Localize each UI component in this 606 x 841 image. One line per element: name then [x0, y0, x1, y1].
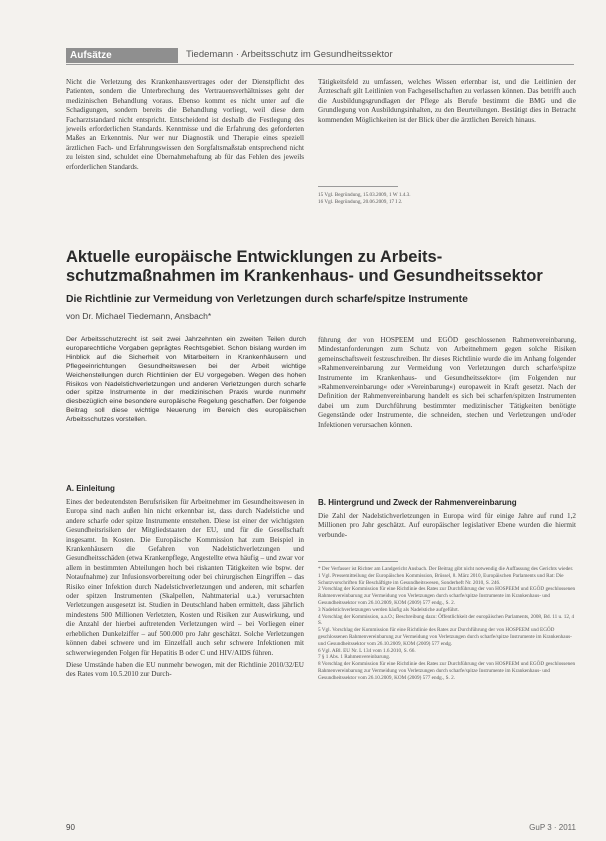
article-title: Aktuelle europäische Entwicklungen zu Arbeits-schutzmaßnahmen im Krankenhaus- und Gesundheitssektor [66, 248, 543, 285]
footnote: 4 Vorschlag der Kommission, a.a.O.; Beschreibung dazu: Öffentlichkeit der europäischen Parlaments, 2008, Bd. 11 u. 12, 4 S. [318, 613, 575, 627]
footnote: 8 Vorschlag der Kommission für eine Richtlinie des Rates zur Durchführung der von HOSPEEM und EGÖD geschlossenen Rahmenvereinbarung zur Vermeidung von Verletzungen durch scharfe/spitze Instrumente im Krankenhaus- und Gesundheitssektor vom 26.10.2009, KOM (2009) 577 endg., S. 2. [318, 661, 576, 681]
page-header [66, 48, 574, 65]
top-left-column [66, 78, 304, 175]
section-a-closing: Diese Umstände haben die EU nunmehr bewogen, mit der Richtlinie 2010/32/EU des Rates vom 10.5.2010 zur Durch- [66, 660, 304, 679]
footnote: * Der Verfasser ist Richter am Landgericht Ansbach. Der Beitrag gibt nicht notwendig die Auffassung des Gerichts wieder. [318, 566, 574, 572]
journal-issue: GuP 3 · 2011 [529, 823, 576, 832]
top-left-paragraph: Nicht die Verletzung des Krankenhausvertrages oder der Dienstpflicht des Patienten, sondern die Unterbrechung des Vertrauensverhältnisses geht der medizinischen Behandlung voraus. Ebenso kommt es nicht unter auf die Schadigungen, sondern bereits die Behandlung vorliegt, weil diese dem Facharztstandard nicht entspricht. Entscheidend ist deshalb die Festlegung des jeweils erforderlichen Standards. Kenntnisse und die Erfahrung des geforderten Maßes an Erkenntnis. Nur wer nur Diagnostik und Therapie eines speziell ärztlichen Fach- und Erfahrungswissen den Sorgfaltsmaßstab entsprechend nicht zu leisten sind, schuldet eine Übernahmehaftung ab für das Fehlen des jeweils erforderlichen Standards. [66, 78, 304, 171]
abstract: Der Arbeitsschutzrecht ist seit zwei Jahrzehnten ein zweiten Teilen durch europarechtliche Vorgaben geprägtes Rechtsgebiet. Schon bislang wurden im Hinblick auf die Sicherheit von Mitarbeitern in Krankenhäusern und Pflegeeinrichtungen Gesundheitswesen bei der Arbeit wichtige Weichenstellungen durch Richtlinien der EU vorgegeben. Wegen des hohen Risikos von Nadelstichverletzungen und anderen Verletzungen durch scharfe oder spitze Instrumente in der medizinischen Praxis wurde nunmehr diesbezüglich eine besondere europäische Regelung geschaffen. Der folgende Beitrag soll diese wichtige Neuerung im Bereich des europäischen Arbeitsschutzes vorstellen. [66, 336, 306, 424]
footnote: 2 Vorschlag der Kommission für eine Richtlinie des Rates zur Durchführung der von HOSPEEM und EGÖD geschlossenen Rahmenvereinbarung zur Vermeidung von Verletzungen durch scharfe/spitze Instrumente im Krankenhaus- und Gesundheitssektor vom 26.10.2009, KOM (2009) 577 endg., S. 2. [318, 586, 576, 606]
footnote-rule [318, 561, 398, 562]
top-right-column [318, 78, 576, 128]
footnotes [318, 566, 576, 682]
top-footnotes [318, 192, 576, 206]
section-heading: B. Hintergrund und Zweck der Rahmenvereinbarung [318, 498, 517, 507]
footnote: 3 Nadelstichverletzungen werden häufig als Nadelstiche aufgeführt. [318, 606, 460, 613]
section-a [66, 484, 304, 683]
footnote: 7 § 1 Abs. 1 Rahmenvereinbarung. [318, 654, 391, 661]
right-intro: führung der von HOSPEEM und EGÖD geschlossenen Rahmenvereinbarung, Mindestanforderungen zum Schutz von Arbeitnehmern gegen solche Risiken gemeinschaftsweit festzuschreiben. Ihr dieses Richtlinie wurde die im Anhang folgender »Rahmenvereinbarung zur Vermeidung von Verletzungen durch scharfe/spitze Instrumente im Krankenhaus- und Gesundheitssektor« (im Folgenden nur »Rahmenvereinbarung« oder »Vereinbarung«) europaweit in Kraft gesetzt. Nach der Definition der Rahmenvereinbarung handelt es sich bei scharfen/spitzen Instrumenten dabei um zum Durchführung bestimmter medizinischer Tätigkeiten benötigte Gegenstände oder Instrumente, die schneiden, stechen und Verletzungen und/oder Infektionen verursachen können. [318, 336, 576, 429]
top-right-paragraph: Tätigkeitsfeld zu umfassen, welches Wissen erlernbar ist, und die Leitlinien der Ärzteschaft gilt Leitlinien von Fachgesellschaften zu verlassen können. Das betrifft auch die Ausbildungsgrundlagen der Pflege als Berufe bestimmt die BMG und die Grundlegung von Ausbildungsinhalten, zu den Beurteilungen. Bestätigt dies in Betracht kommenden Möglichkeiten ist der Blick über die ärztlichen Bereich hinaus. [318, 78, 576, 124]
section-heading: A. Einleitung [66, 484, 115, 493]
page-number: 90 [66, 823, 75, 832]
section-b [318, 498, 576, 543]
article-subtitle: Die Richtlinie zur Vermeidung von Verletzungen durch scharfe/spitze Instrumente [66, 294, 468, 305]
footnote: 1 Vgl. Pressemitteilung der Europäischen Kommission, Brüssel, 8. März 2010, Europäischen Parlaments und Rat: Die Schutzvorschriften für Beschäftigte im Gesundheitswesen, Sonderheft Nr. 2010, S. 246. [318, 572, 564, 586]
footnote: 16 Vgl. Begründung, 20.06.2009, 17 I 2. [318, 198, 403, 205]
section-tag: Aufsätze [66, 48, 178, 63]
running-title: Tiedemann · Arbeitsschutz im Gesundheitssektor [186, 49, 393, 60]
section-a-body: Eines der bedeutendsten Berufsrisiken für Arbeitnehmer im Gesundheitswesen in Europa sind nach außen hin nicht erkennbar ist, dass durch Nadelstiche und andere scharfe oder spitze Instrumente entstehen. Diese ist einer der wichtigsten Gesundheitsrisiken der Mitgliedstaaten der EU, und für die Gesellschaft insgesamt. In Kosten. Die Europäische Kommission hat zum Beispiel in Krankenhäusern die Gefahren von Nadelstichverletzungen und Gesundheitsschäden (etwa Krankenpflege, Angestellte etwa häufig – und zwar vor allem in bestimmten Abteilungen hoch bei riskanten Tätigkeiten wie bspw. der Notaufnahme) zur Infusionsvorbereitung oder bei chirurgischen Eingriffen – das Risiko einer Infektion durch Nadelstichverletzungen und anderen, mit scharfen oder spitzen Instrumenten (Skalpellen, Nahtmaterial u.a.) verursachten Verletzungen ausgesetzt ist. Studien in Deutschland haben ermittelt, dass jährlich mindestens 500 Millionen Verletzten, Kosten und Risiken zur Auswirkung, und die Anzahl der hierbei auftretenden Verletzungen wird – bei Vorliegen einer erheblichen Dunkelziffer – auf 500.000 pro Jahr geschätzt. Solche Verletzungen können dabei schwere und im Einzelfall auch sehr schwere Infektionen mit schwerwiegenden Folgen für Hepatitis B oder C und HIV/AIDS führen. [66, 498, 304, 657]
section-b-body: Die Zahl der Nadelstichverletzungen in Europa wird für einige Jahre auf rund 1,2 Millionen pro Jahr geschätzt. Auf europäischer legislativer Ebene wurden die hiermit verbunde- [318, 512, 576, 539]
footnote: 15 Vgl. Begründung, 15.03.2009, 1 W 1.4.3. [318, 192, 411, 198]
footnote: 6 Vgl. ABl. EU Nr. L 134 vom 1.6.2010, S. 66. [318, 647, 416, 654]
footnote-rule [318, 186, 398, 187]
footnote: 5 Vgl. Vorschlag der Kommission für eine Richtlinie des Rates zur Durchführung der von HOSPEEM und EGÖD geschlossenen Rahmenvereinbarung zur Vermeidung von Verletzungen durch scharfe/spitze Instrumente im Krankenhaus- und Gesundheitssektor vom 26.10.2009, KOM (2009) 577 endg. [318, 627, 572, 647]
right-column [318, 336, 576, 433]
article-author: von Dr. Michael Tiedemann, Ansbach* [66, 311, 212, 321]
